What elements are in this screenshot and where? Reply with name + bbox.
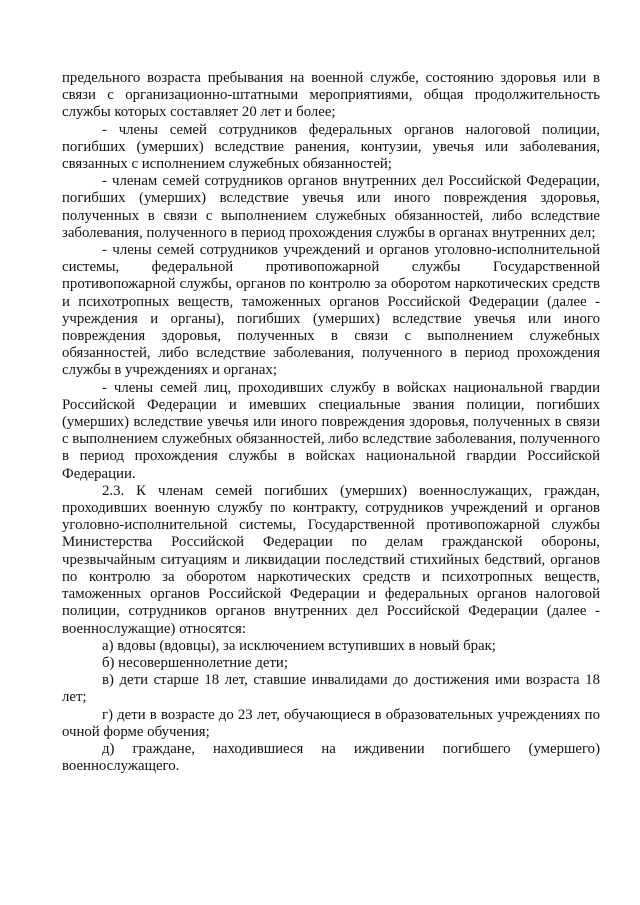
list-item-d-students: г) дети в возрасте до 23 лет, обучающиеся в образовательных учреждениях по очной форме обучения; <box>62 706 600 740</box>
paragraph-national-guard-families: - члены семей лиц, проходивших службу в войсках национальной гвардии Российской Федерации и имевших специальные звания полиции, погибших (умерших) вследствие увечья или иного повреждения здоровья, полученных в связи с выполнением служебных обязанностей, либо вследствие заболевания, полученного в период прохождения службы в войсках национальной гвардии Российской Федерации. <box>62 379 600 482</box>
list-item-c-disabled-children: в) дети старше 18 лет, ставшие инвалидами до достижения ими возраста 18 лет; <box>62 672 600 706</box>
list-item-a-widows: а) вдовы (вдовцы), за исключением вступивших в новый брак; <box>102 637 496 654</box>
paragraph-continuation: предельного возраста пребывания на военной службе, состоянию здоровья или в связи с организационно-штатными мероприятиями, общая продолжительность службы которых составляет 20 лет и более; <box>62 70 600 121</box>
document-page <box>62 70 600 775</box>
list-item-e-dependents: д) граждане, находившиеся на иждивении погибшего (умершего) военнослужащего. <box>62 740 600 775</box>
list-item-b-minors: б) несовершеннолетние дети; <box>102 654 288 671</box>
paragraph-section-2-3: 2.3. К членам семей погибших (умерших) военнослужащих, граждан, проходивших военную службу по контракту, сотрудников учреждений и органов уголовно-исполнительной системы, Государственной противопожарной службы Министерства Российской Федерации по делам гражданской обороны, чрезвычайным ситуациям и ликвидации последствий стихийных бедствий, органов по контролю за оборотом наркотических средств и психотропных веществ, таможенных органов Российской Федерации и федеральных органов налоговой полиции, сотрудников органов внутренних дел Российской Федерации (далее - военнослужащие) относятся: <box>62 482 600 637</box>
paragraph-penal-system-families: - члены семей сотрудников учреждений и органов уголовно-исполнительной системы, федеральной противопожарной службы Государственной противопожарной службы, органов по контролю за оборотом наркотических средств и психотропных веществ, таможенных органов Российской Федерации (далее - учреждения и органы), погибших (умерших) вследствие увечья или иного повреждения здоровья, полученных в связи с выполнением служебных обязанностей, либо вследствие заболевания, полученного в период прохождения службы в учреждениях и органах; <box>62 242 600 379</box>
paragraph-internal-affairs-families: - членам семей сотрудников органов внутренних дел Российской Федерации, погибших (умерших) вследствие увечья или иного повреждения здоровья, полученных в связи с выполнением служебных обязанностей, либо вследствие заболевания, полученного в период прохождения службы в органах внутренних дел; <box>62 173 600 241</box>
paragraph-tax-police-families: - члены семей сотрудников федеральных органов налоговой полиции, погибших (умерших) вследствие ранения, контузии, увечья или заболевания, связанных с исполнением служебных обязанностей; <box>62 121 600 173</box>
